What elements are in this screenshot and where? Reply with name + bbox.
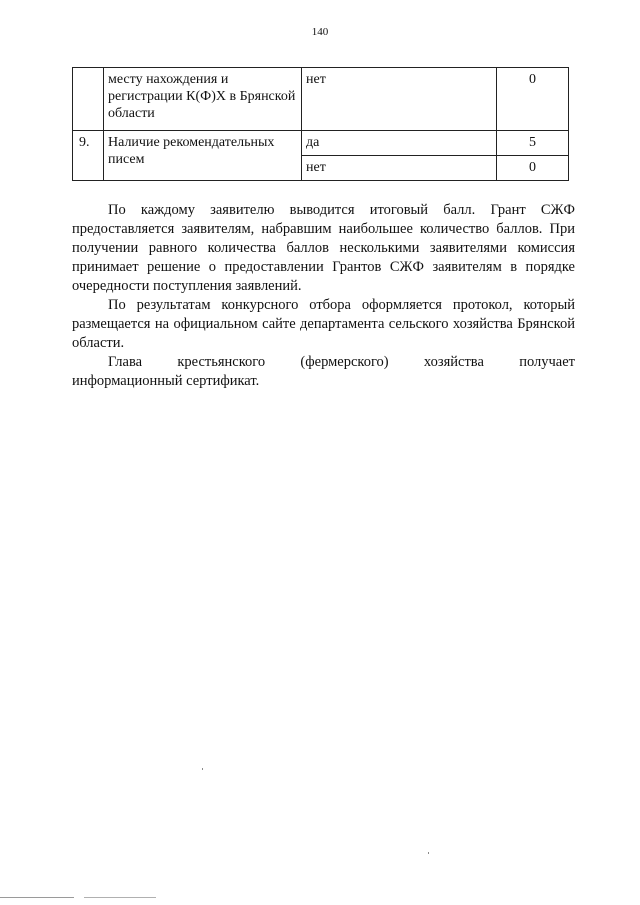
- row-number-cell: [73, 68, 104, 131]
- criterion-cell: месту нахождения и регистрации К(Ф)Х в Брянской области: [104, 68, 302, 131]
- scan-artifact: [0, 897, 74, 898]
- criteria-table: [72, 67, 569, 181]
- value-cell: нет: [302, 156, 497, 181]
- score-cell: 0: [497, 68, 569, 131]
- paragraph-line: информационный сертификат.: [72, 373, 260, 389]
- value-cell: нет: [302, 68, 497, 131]
- row-number-cell: 9.: [73, 131, 104, 181]
- scan-artifact: [428, 852, 429, 854]
- word: хозяйства: [423, 354, 484, 370]
- word: получает: [519, 354, 575, 370]
- paragraph: По каждому заявителю выводится итоговый балл. Грант СЖФ предоставляется заявителям, набравшим наибольшее количество баллов. При получении равного количества баллов несколькими заявителями комиссия принимает решение о предоставлении Грантов СЖФ заявителям в порядке очередности поступления заявлений.: [72, 202, 575, 294]
- word: (фермерского): [300, 354, 389, 370]
- word: крестьянского: [177, 354, 266, 370]
- body-text: [72, 201, 575, 391]
- page-number: 140: [311, 26, 329, 38]
- word: Глава: [108, 354, 143, 370]
- table-row: [73, 131, 569, 156]
- scan-artifact: [84, 897, 156, 898]
- scan-artifact: [202, 768, 203, 770]
- score-cell: 5: [497, 131, 569, 156]
- score-cell: 0: [497, 156, 569, 181]
- value-cell: да: [302, 131, 497, 156]
- criterion-cell: Наличие рекомендательных писем: [104, 131, 302, 181]
- paragraph: По результатам конкурсного отбора оформляется протокол, который размещается на официальном сайте департамента сельского хозяйства Брянской области.: [72, 297, 575, 351]
- paragraph-line: [72, 353, 575, 372]
- table-row: [73, 68, 569, 131]
